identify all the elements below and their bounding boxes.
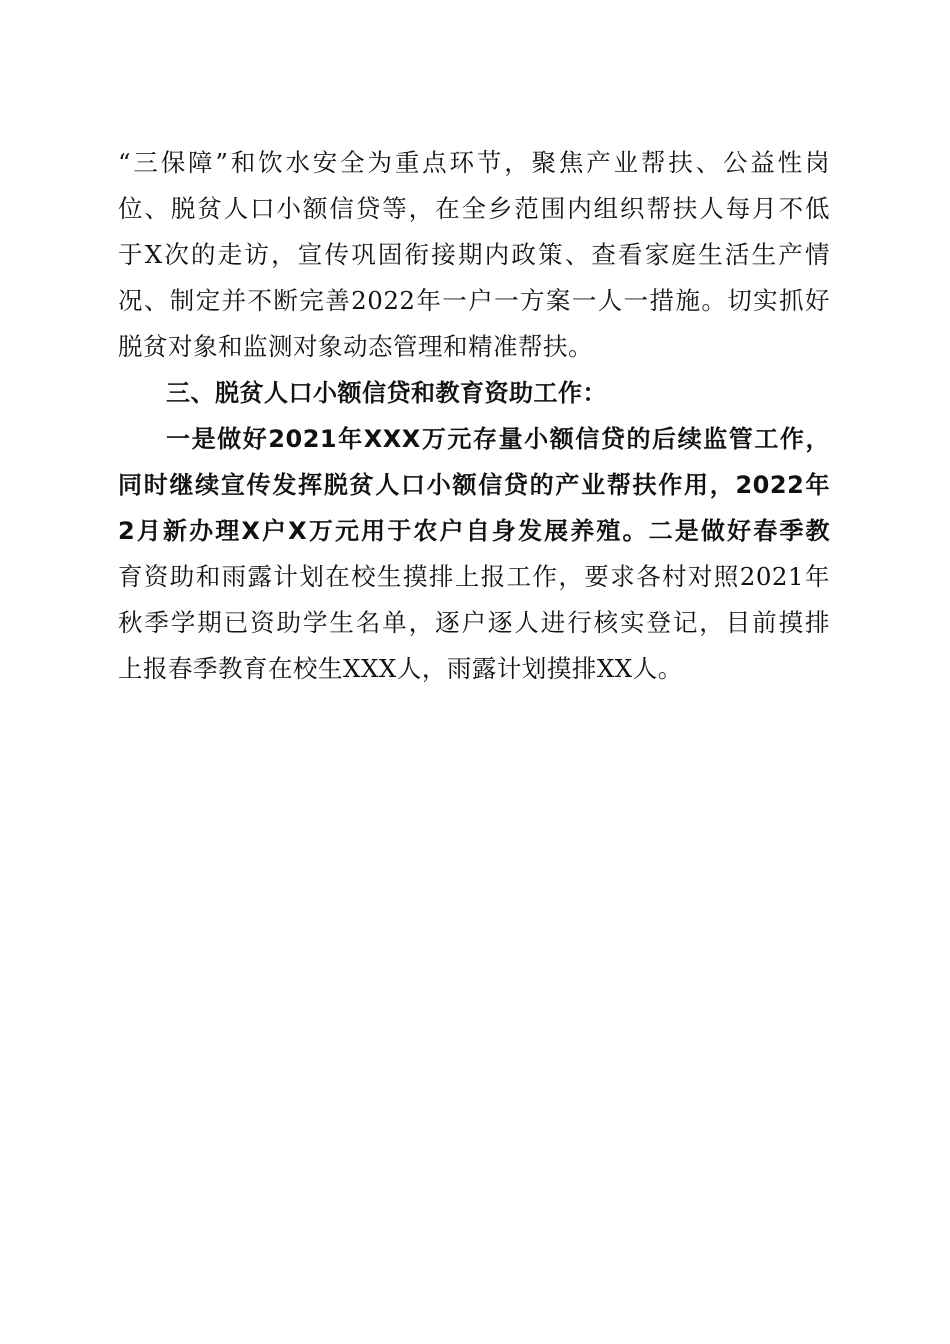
text-line: 一是做好2021年XXX万元存量小额信贷的后续监管工作，	[166, 425, 830, 453]
paragraph-credit-education	[118, 416, 830, 692]
paragraph-safeguards	[118, 140, 830, 370]
text-line: 秋季学期已资助学生名单，逐户逐人进行核实登记，目前摸排	[118, 608, 830, 637]
text-line: 脱贫对象和监测对象动态管理和精准帮扶。	[118, 332, 593, 361]
text-line: 于X次的走访，宣传巩固衔接期内政策、查看家庭生活生产情	[118, 240, 830, 269]
text-line: 同时继续宣传发挥脱贫人口小额信贷的产业帮扶作用，2022年	[118, 471, 830, 499]
text-line: 2月新办理X户X万元用于农户自身发展养殖。二是做好春季教	[118, 517, 830, 545]
text-line: “三保障”和饮水安全为重点环节，聚焦产业帮扶、公益性岗	[118, 148, 830, 177]
text-line: 况、制定并不断完善2022年一户一方案一人一措施。切实抓好	[118, 286, 830, 315]
text-line: 位、脱贫人口小额信贷等，在全乡范围内组织帮扶人每月不低	[118, 194, 830, 223]
text-line: 育资助和雨露计划在校生摸排上报工作，要求各村对照2021年	[118, 562, 830, 591]
text-line: 上报春季教育在校生XXX人，雨露计划摸排XX人。	[118, 654, 683, 683]
document-body	[118, 140, 830, 692]
section-heading-3: 三、脱贫人口小额信贷和教育资助工作：	[166, 379, 607, 407]
